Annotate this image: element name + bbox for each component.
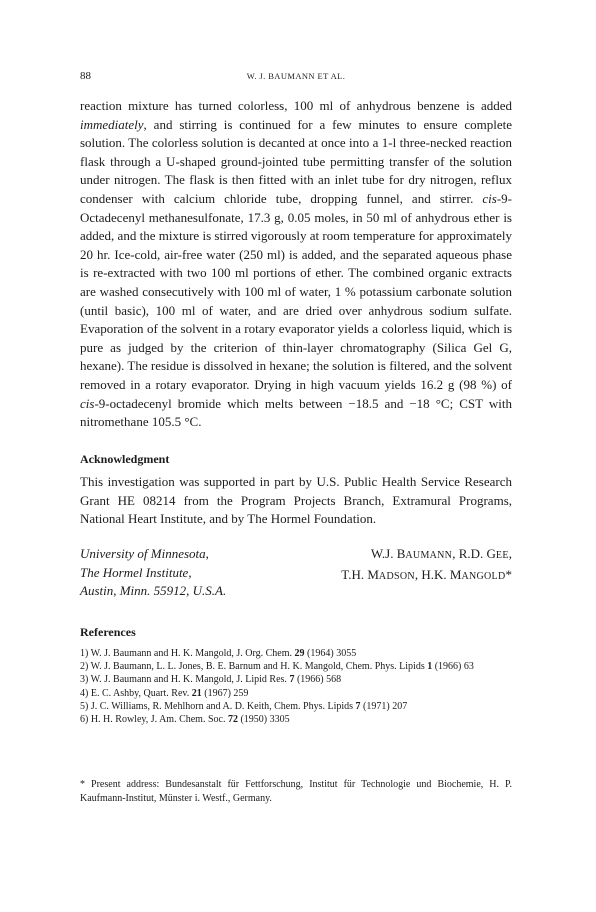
footnote: * Present address: Bundesanstalt für Fettforschung, Institut für Technologie und Biochemie, H. P. Kaufmann-Institut, Münster i. Westf., Germany. bbox=[80, 779, 512, 804]
running-head: W. J. BAUMANN ET AL. bbox=[246, 71, 346, 81]
main-text-part2: , and stirring is continued for a few minutes to ensure complete solution. The colorless solution is decanted at once into a 1-l three-necked reaction flask through a U-shaped ground-jointed tube permitting transfer of the solution under nitrogen. The flask is then fitted with an inlet tube for dry nitrogen, reflux condenser with calcium chloride tube, dropping funnel, and stirrer. bbox=[80, 116, 512, 206]
emphasis-immediately: immediately bbox=[80, 116, 144, 132]
main-text-part1: reaction mixture has turned colorless, 100 ml of anhydrous benzene is added bbox=[80, 98, 512, 113]
reference-text: (1964) 3055 bbox=[304, 648, 357, 659]
reference-item bbox=[80, 687, 512, 700]
author-text: AUMANN bbox=[405, 550, 453, 561]
reference-volume: 7 bbox=[355, 700, 361, 712]
reference-text: 6) H. H. Rowley, J. Am. Chem. Soc. bbox=[80, 714, 228, 726]
main-text-part3: -9-Octadecenyl methanesulfonate, 17.3 g, 0.05 moles, in 50 ml of anhydrous ether is added, and the mixture is stirred vigorously at room temperature for approximately 20 hr. Ice-cold, air-free water (250 ml) is added, and the separated aqueous phase is re-extracted with two 100 ml portions of ether. The combined organic extracts are washed consecutively with 100 ml of water, 1 % potassium carbonate solution (until basic), 100 ml of water, and are dried over anhydrous sodium sulfate. Evaporation of the solvent in a rotary evaporator yields a colorless liquid, which is pure as judged by the criterion of thin-layer chromatography (Silica Gel G, hexane). The residue is dissolved in hexane; the solution is filtered, and the solvent removed in a rotary evaporator. Drying in high vacuum yields 16.2 g (98 %) of bbox=[80, 190, 512, 392]
author-text: T.H. M bbox=[341, 566, 379, 582]
author-line bbox=[341, 566, 512, 587]
reference-item bbox=[80, 713, 512, 726]
author-text: W.J. B bbox=[370, 546, 406, 561]
author-text: ANGOLD bbox=[461, 570, 506, 582]
affiliation bbox=[80, 545, 226, 601]
reference-volume: 7 bbox=[289, 674, 295, 686]
reference-volume: 21 bbox=[191, 687, 202, 699]
cis-prefix: cis bbox=[482, 190, 497, 206]
affiliation-line: Austin, Minn. 55912, U.S.A. bbox=[80, 583, 227, 599]
reference-item bbox=[80, 673, 512, 686]
author-text: , R.D. G bbox=[452, 546, 496, 561]
reference-volume: 72 bbox=[227, 714, 238, 726]
reference-text: 2) W. J. Baumann, L. L. Jones, B. E. Barnum and H. K. Mangold, Chem. Phys. Lipids bbox=[80, 661, 428, 673]
main-text bbox=[80, 97, 512, 432]
reference-text: 1) W. J. Baumann and H. K. Mangold, J. Org. Chem. bbox=[80, 648, 295, 659]
reference-volume: 1 bbox=[427, 661, 433, 673]
cis-prefix: cis bbox=[80, 395, 95, 411]
reference-text: (1971) 207 bbox=[360, 700, 408, 712]
reference-text: 5) J. C. Williams, R. Mehlhorn and A. D. Keith, Chem. Phys. Lipids bbox=[80, 700, 356, 712]
author-text: ADSON bbox=[378, 570, 415, 582]
page-number: 88 bbox=[80, 70, 91, 82]
author-line bbox=[341, 545, 512, 566]
reference-text: 4) E. C. Ashby, Quart. Rev. bbox=[80, 687, 192, 699]
acknowledgment-text bbox=[80, 473, 512, 529]
author-text: , bbox=[508, 546, 512, 561]
author-list bbox=[341, 545, 512, 586]
reference-text: (1950) 3305 bbox=[237, 714, 290, 726]
reference-text: 3) W. J. Baumann and H. K. Mangold, J. Lipid Res. bbox=[80, 674, 290, 686]
main-paragraph bbox=[80, 97, 512, 432]
reference-text: (1966) 568 bbox=[294, 674, 342, 686]
reference-text: (1966) 63 bbox=[432, 661, 474, 673]
reference-item bbox=[80, 660, 512, 673]
affiliation-line: The Hormel Institute, bbox=[80, 564, 192, 580]
footnote-marker: * bbox=[505, 566, 512, 582]
reference-item bbox=[80, 700, 512, 713]
references-list bbox=[80, 647, 512, 726]
page-header bbox=[80, 70, 512, 86]
author-text: , H.K. M bbox=[414, 566, 462, 582]
author-text: EE bbox=[495, 550, 509, 561]
acknowledgment-paragraph: This investigation was supported in part by U.S. Public Health Service Research Grant HE 08214 from the Program Projects Branch, Extramural Programs, National Heart Institute, and by The Hormel Foundation. bbox=[80, 474, 512, 527]
affiliation-line: University of Minnesota, bbox=[80, 546, 209, 561]
acknowledgment-heading: Acknowledgment bbox=[80, 452, 170, 466]
references-heading: References bbox=[80, 625, 136, 639]
reference-volume: 29 bbox=[294, 648, 305, 659]
reference-text: (1967) 259 bbox=[201, 687, 249, 699]
main-text-part4: -9-octadecenyl bromide which melts between −18.5 and −18 °C; CST with nitromethane 105.5 °C. bbox=[80, 395, 512, 430]
reference-item bbox=[80, 647, 512, 660]
